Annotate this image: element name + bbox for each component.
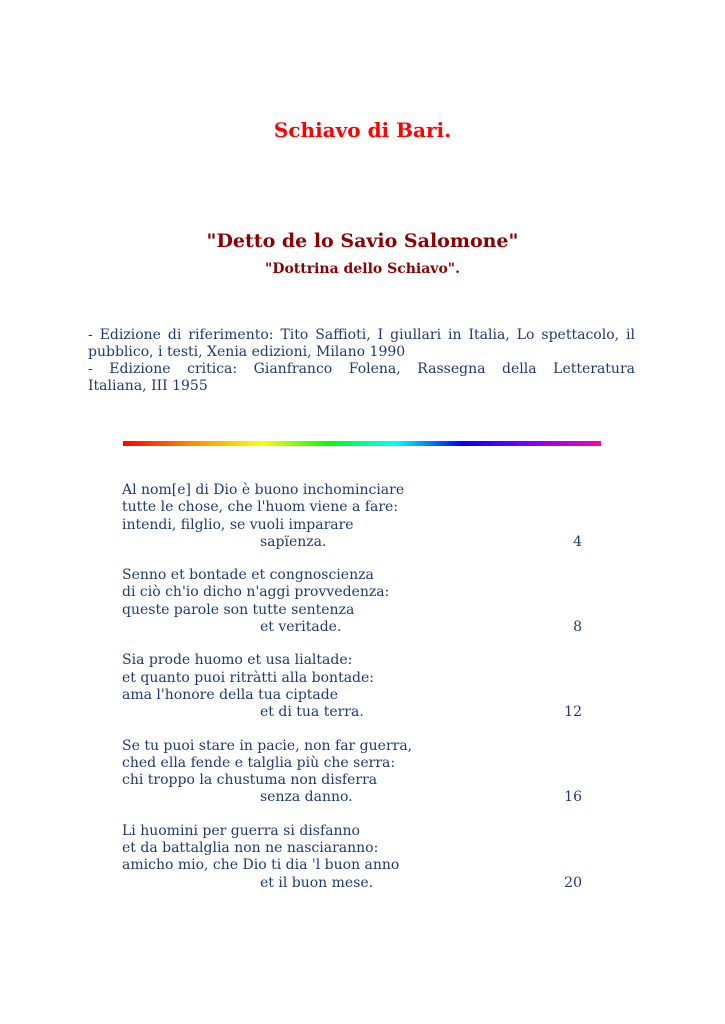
rainbow-divider xyxy=(123,441,601,446)
verse-short-text: sapïenza. xyxy=(260,533,327,550)
edition-reference xyxy=(88,327,635,361)
verse-line: et quanto puoi ritràtti alla bontade: xyxy=(122,669,374,686)
verse-number: 8 xyxy=(573,619,582,636)
verse-short-text: et di tua terra. xyxy=(260,704,364,721)
verse-line: Sia prode huomo et usa lialtade: xyxy=(122,652,353,669)
verse-short-line xyxy=(122,619,592,636)
verse-short-text: et veritade. xyxy=(260,619,342,636)
verse-line: Se tu puoi stare in pacie, non far guerra, xyxy=(122,737,413,754)
verse-line: ama l'honore della tua ciptade xyxy=(122,686,339,703)
verse-line: di ciò ch'io dicho n'aggi provvedenza: xyxy=(122,584,390,601)
stanza xyxy=(122,482,592,551)
verse-line: Senno et bontade et congnoscienza xyxy=(122,567,374,584)
verse-number: 20 xyxy=(564,874,582,891)
verse-line: queste parole son tutte sentenza xyxy=(122,601,355,618)
edition-line: - Edizione critica: Gianfranco Folena, Rassegna della Letteratura xyxy=(88,361,635,377)
poem-subtitle: "Dottrina dello Schiavo". xyxy=(265,261,460,277)
poem-body xyxy=(122,482,592,908)
author-title: Schiavo di Bari. xyxy=(273,118,452,142)
verse-short-line xyxy=(122,534,592,551)
edition-critical xyxy=(88,361,635,395)
editions-block xyxy=(88,327,635,395)
verse-line: et da battalglia non ne nasciaranno: xyxy=(122,840,379,857)
verse-short-text: et il buon mese. xyxy=(260,874,374,891)
verse-short-text: senza danno. xyxy=(260,789,353,806)
verse-short-line xyxy=(122,704,592,721)
edition-line: pubblico, i testi, Xenia edizioni, Milano 1990 xyxy=(88,344,406,360)
verse-number: 4 xyxy=(573,533,582,550)
verse-line: Li huomini per guerra si disfanno xyxy=(122,822,360,839)
verse-line: ched ella fende e talglia più che serra: xyxy=(122,754,396,771)
verse-short-line xyxy=(122,875,592,892)
verse-number: 12 xyxy=(564,704,582,721)
verse-line: intendi, filglio, se vuoli imparare xyxy=(122,516,354,533)
stanza xyxy=(122,738,592,807)
edition-line: - Edizione di riferimento: Tito Saffioti, I giullari in Italia, Lo spettacolo, il xyxy=(88,327,635,343)
verse-line: amicho mio, che Dio ti dia 'l buon anno xyxy=(122,857,400,874)
edition-line: Italiana, III 1955 xyxy=(88,378,208,394)
poem-title: "Detto de lo Savio Salomone" xyxy=(206,230,519,252)
verse-line: Al nom[e] di Dio è buono inchominciare xyxy=(122,482,405,498)
verse-line: tutte le chose, che l'huom viene a fare: xyxy=(122,499,399,516)
stanza xyxy=(122,823,592,892)
verse-short-line xyxy=(122,789,592,806)
verse-number: 16 xyxy=(564,789,582,806)
stanza xyxy=(122,567,592,636)
stanza xyxy=(122,652,592,721)
verse-line: chi troppo la chustuma non disferra xyxy=(122,772,378,789)
